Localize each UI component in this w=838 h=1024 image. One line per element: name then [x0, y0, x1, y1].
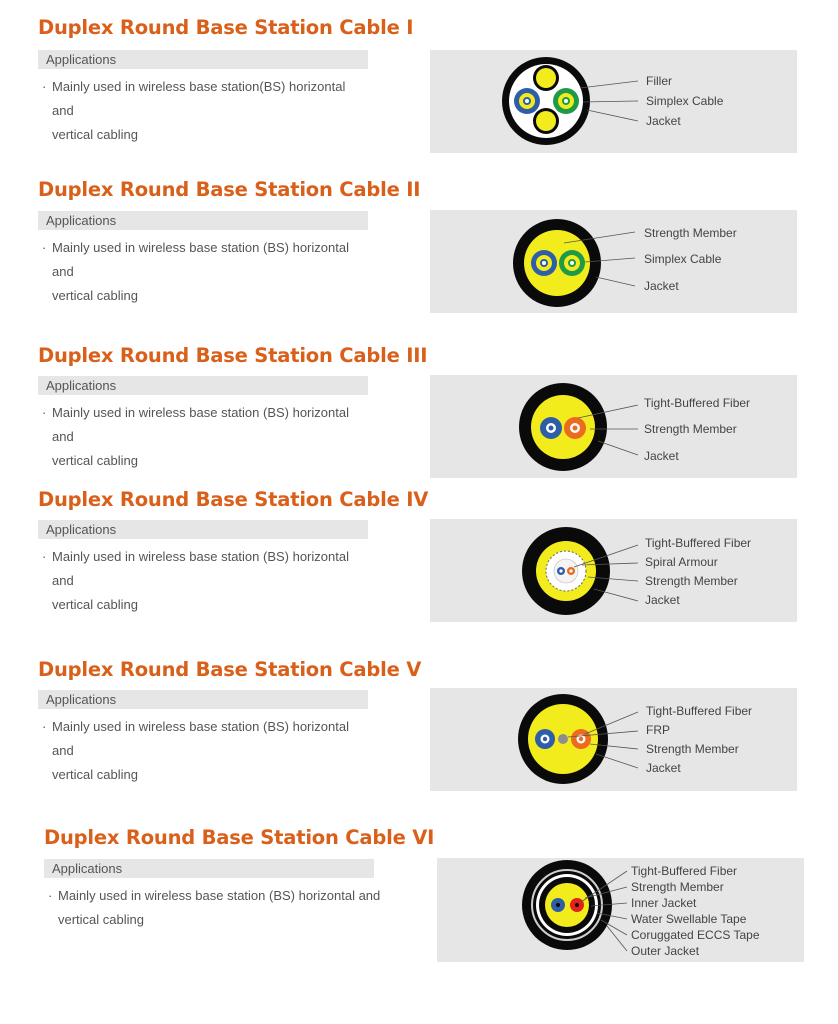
applications-label: Applications: [38, 211, 368, 230]
callout-label: Jacket: [645, 593, 680, 607]
applications-label: Applications: [38, 690, 368, 709]
callout-label: Jacket: [646, 114, 681, 128]
cable-cross-section-diagram: [437, 858, 804, 962]
callout-label: Strength Member: [645, 574, 738, 588]
callout-label: Strength Member: [644, 226, 737, 240]
callout-label: Tight-Buffered Fiber: [644, 396, 751, 410]
callout-label: Tight-Buffered Fiber: [646, 704, 753, 718]
applications-label: Applications: [38, 376, 368, 395]
applications-label: Applications: [38, 50, 368, 69]
callout-label: Jacket: [646, 761, 681, 775]
callout-label: Spiral Armour: [645, 555, 718, 569]
section-title: Duplex Round Base Station Cable II: [38, 178, 421, 201]
section-title: Duplex Round Base Station Cable IV: [38, 488, 429, 511]
application-description: · Mainly used in wireless base station (BS) horizontal and vertical cabling: [42, 549, 349, 612]
callout-label: Simplex Cable: [646, 94, 724, 108]
application-description: · Mainly used in wireless base station (BS) horizontal and vertical cabling: [48, 888, 381, 927]
callout-label: Inner Jacket: [631, 896, 697, 910]
callout-label: FRP: [646, 723, 670, 737]
section-title: Duplex Round Base Station Cable V: [38, 658, 422, 681]
applications-label: Applications: [38, 520, 368, 539]
callout-label: Jacket: [644, 449, 679, 463]
applications-label: Applications: [44, 859, 374, 878]
cable-diagram-panel: [430, 519, 797, 622]
cable-diagram-panel: [437, 858, 804, 962]
cable-cross-section-diagram: [430, 519, 797, 622]
callout-label: Water Swellable Tape: [631, 912, 747, 926]
section-title: Duplex Round Base Station Cable I: [38, 16, 414, 39]
callout-label: Jacket: [644, 279, 679, 293]
application-description: · Mainly used in wireless base station(BS) horizontal and vertical cabling: [42, 79, 346, 142]
cable-cross-section-diagram: [430, 210, 797, 313]
section-title: Duplex Round Base Station Cable III: [38, 344, 428, 367]
callout-label: Strength Member: [644, 422, 737, 436]
cable-diagram-panel: [430, 50, 797, 153]
cable-cross-section-diagram: [430, 50, 797, 153]
callout-label: Filler: [646, 74, 672, 88]
callout-label: Coruggated ECCS Tape: [631, 928, 760, 942]
cable-diagram-panel: [430, 210, 797, 313]
application-description: · Mainly used in wireless base station (BS) horizontal and vertical cabling: [42, 405, 349, 468]
cable-diagram-panel: [430, 688, 797, 791]
cable-cross-section-diagram: [430, 688, 797, 791]
cable-cross-section-diagram: [430, 375, 797, 478]
callout-label: Outer Jacket: [631, 944, 700, 958]
application-description: · Mainly used in wireless base station (BS) horizontal and vertical cabling: [42, 240, 349, 303]
callout-label: Tight-Buffered Fiber: [631, 864, 738, 878]
callout-label: Strength Member: [631, 880, 724, 894]
callout-label: Tight-Buffered Fiber: [645, 536, 752, 550]
cable-diagram-panel: [430, 375, 797, 478]
callout-label: Simplex Cable: [644, 252, 722, 266]
callout-label: Strength Member: [646, 742, 739, 756]
application-description: · Mainly used in wireless base station (BS) horizontal and vertical cabling: [42, 719, 349, 782]
section-title: Duplex Round Base Station Cable VI: [44, 826, 435, 849]
